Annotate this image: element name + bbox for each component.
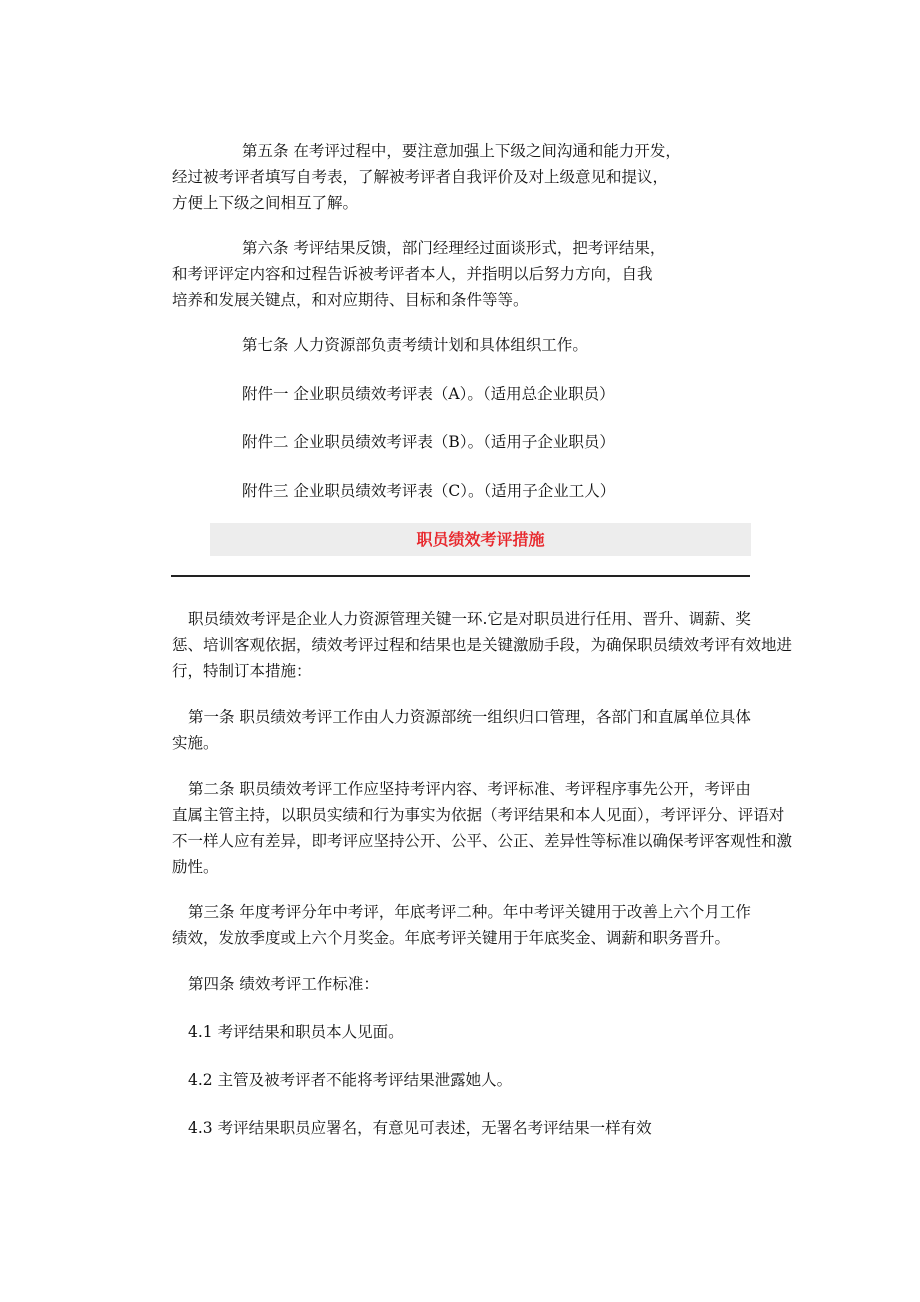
article-1-line-2: 实施。 bbox=[172, 734, 219, 752]
intro-line-3: 行，特制订本措施： bbox=[172, 662, 312, 680]
intro-paragraph bbox=[172, 606, 793, 684]
article-2-line-2: 直属主管主持，以职员实绩和行为事实为依据（考评结果和本人见面），考评评分、评语对 bbox=[172, 806, 785, 824]
article-3-line-2: 绩效，发放季度或上六个月奖金。年底考评关键用于年底奖金、调薪和职务晋升。 bbox=[172, 929, 731, 947]
article-6-line-2: 和考评评定内容和过程告诉被考评者本人，并指明以后努力方向，自我 bbox=[172, 265, 653, 283]
article-5-line-3: 方便上下级之间相互了解。 bbox=[172, 194, 359, 212]
article-2-line-4: 励性。 bbox=[172, 858, 219, 876]
article-6-line-3: 培养和发展关键点，和对应期待、目标和条件等等。 bbox=[172, 291, 529, 309]
article-1 bbox=[172, 704, 762, 756]
title-divider bbox=[171, 575, 750, 577]
section-title-banner bbox=[210, 523, 751, 556]
item-4-3: 4.3 考评结果职员应署名，有意见可表述，无署名考评结果一样有效 bbox=[188, 1119, 652, 1137]
intro-line-2: 惩、培训客观依据，绩效考评过程和结果也是关键激励手段，为确保职员绩效考评有效地进 bbox=[172, 636, 793, 654]
article-7: 第七条 人力资源部负责考绩计划和具体组织工作。 bbox=[242, 336, 588, 354]
attachment-1: 附件一 企业职员绩效考评表（A）。（适用总企业职员） bbox=[242, 385, 615, 403]
article-5 bbox=[172, 138, 720, 216]
article-6 bbox=[172, 235, 720, 313]
article-4: 第四条 绩效考评工作标准： bbox=[188, 975, 379, 993]
article-6-line-1: 第六条 考评结果反馈，部门经理经过面谈形式，把考评结果， bbox=[242, 239, 666, 257]
intro-line-1: 职员绩效考评是企业人力资源管理关键一环.它是对职员进行任用、晋升、调薪、奖 bbox=[188, 610, 751, 628]
section-title: 职员绩效考评措施 bbox=[416, 530, 545, 549]
article-2-line-1: 第二条 职员绩效考评工作应坚持考评内容、考评标准、考评程序事先公开，考评由 bbox=[188, 780, 751, 798]
attachment-3: 附件三 企业职员绩效考评表（C）。（适用子企业工人） bbox=[242, 482, 616, 500]
article-5-line-2: 经过被考评者填写自考表，了解被考评者自我评价及对上级意见和提议， bbox=[172, 168, 669, 186]
item-4-1: 4.1 考评结果和职员本人见面。 bbox=[188, 1023, 404, 1041]
article-2 bbox=[172, 776, 793, 880]
article-2-line-3: 不一样人应有差异，即考评应坚持公开、公平、公正、差异性等标准以确保考评客观性和激 bbox=[172, 832, 793, 850]
attachment-2: 附件二 企业职员绩效考评表（B）。（适用子企业职员） bbox=[242, 433, 615, 451]
article-1-line-1: 第一条 职员绩效考评工作由人力资源部统一组织归口管理，各部门和直属单位具体 bbox=[188, 708, 751, 726]
article-3 bbox=[172, 899, 762, 951]
item-4-2: 4.2 主管及被考评者不能将考评结果泄露她人。 bbox=[188, 1071, 513, 1089]
article-3-line-1: 第三条 年度考评分年中考评，年底考评二种。年中考评关键用于改善上六个月工作 bbox=[188, 903, 751, 921]
article-5-line-1: 第五条 在考评过程中，要注意加强上下级之间沟通和能力开发， bbox=[242, 142, 681, 160]
